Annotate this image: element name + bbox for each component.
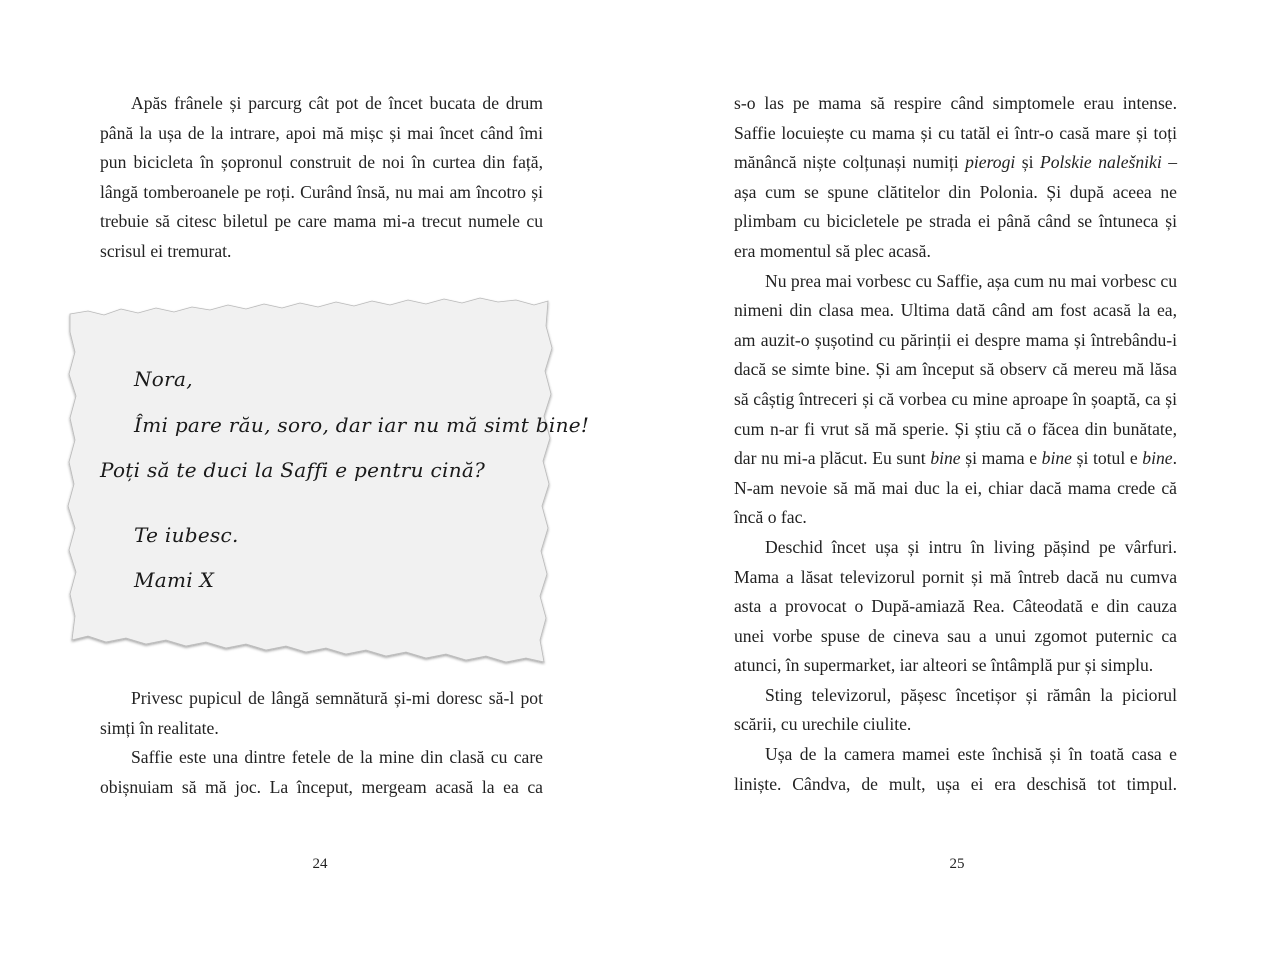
- paragraph: Privesc pupicul de lângă semnătură și-mi doresc să-l pot simți în realitate.: [100, 688, 543, 738]
- paragraph: Apăs frânele și parcurg cât pot de încet bucata de drum până la ușa de la intrare, apoi mă mișc și mai încet când îmi pun bicicleta în șopronul construit de noi în curtea din față, lângă tomberoanele pe roți. Curând însă, nu mai am încotro și trebuie să citesc biletul pe care mama mi-a trecut numele cu scrisul ei tremurat.: [100, 93, 543, 261]
- paragraph: s-o las pe mama să respire când simptomele erau intense. Saffie locuiește cu mama și cu tatăl ei într-o casă mare și toți mănâncă niște colțunași numiți pierogi și Polskie nalešniki – așa cum se spune clătitelor din Polonia. Și după aceea ne plimbam cu bicicletele pe strada ei până când se întuneca și era momentul să plec acasă.: [734, 93, 1177, 261]
- paragraph: Saffie este una dintre fetele de la mine din clasă cu care obișnuiam să mă joc. La început, mergeam acasă la ea ca: [100, 747, 543, 797]
- note-signature: Mami X: [134, 568, 215, 592]
- paragraph: Ușa de la camera mamei este închisă și în toată casa e liniște. Cândva, de mult, ușa ei era deschisă tot timpul.: [734, 744, 1177, 794]
- paragraph: Sting televizorul, pășesc încetișor și rămân la piciorul scării, cu urechile ciulite.: [734, 684, 1177, 735]
- note-handwriting: [66, 296, 590, 666]
- paragraph: Deschid încet ușa și intru în living pășind pe vârfuri. Mama a lăsat televizorul pornit și mă întreb dacă nu cumva asta a provocat o După-amiază Rea. Câteodată e din cauza unei vorbe spuse de cineva sau a unui zgomot puternic ca atunci, în supermarket, iar alteori se întâmplă pur și simplu.: [734, 536, 1177, 676]
- note-greeting: Nora,: [134, 367, 193, 391]
- note-line: Poți să te duci la Saffi e pentru cină?: [100, 458, 486, 482]
- right-page: [640, 0, 1280, 958]
- page-number: 24: [312, 856, 328, 872]
- paragraph: Nu prea mai vorbesc cu Saffie, așa cum nu mai vorbesc cu nimeni din clasa mea. Ultima dată când am fost acasă la ea, am auzit-o șușotind cu părinții ei despre mama și întrebându-i dacă se simte bine. Și am început să observ că mereu mă lăsa să câștig întreceri și că vorbea cu mine aproape în șoaptă, ca și cum n-ar fi vrut să mă sperie. Și știu că o făcea din bunătate, dar nu mi-a plăcut. Eu sunt bine și mama e bine și totul e bine. N-am nevoie să mă mai duc la ei, chiar dacă mama crede că încă o fac.: [734, 270, 1178, 528]
- left-text-bottom: [100, 684, 543, 802]
- right-text: [734, 89, 1177, 799]
- note-closing: Te iubesc.: [134, 523, 239, 547]
- page-number: 25: [949, 856, 965, 872]
- left-text-top: [100, 89, 543, 267]
- handwritten-note: [66, 296, 590, 666]
- note-line: Îmi pare rău, soro, dar iar nu mă simt bine!: [134, 413, 590, 437]
